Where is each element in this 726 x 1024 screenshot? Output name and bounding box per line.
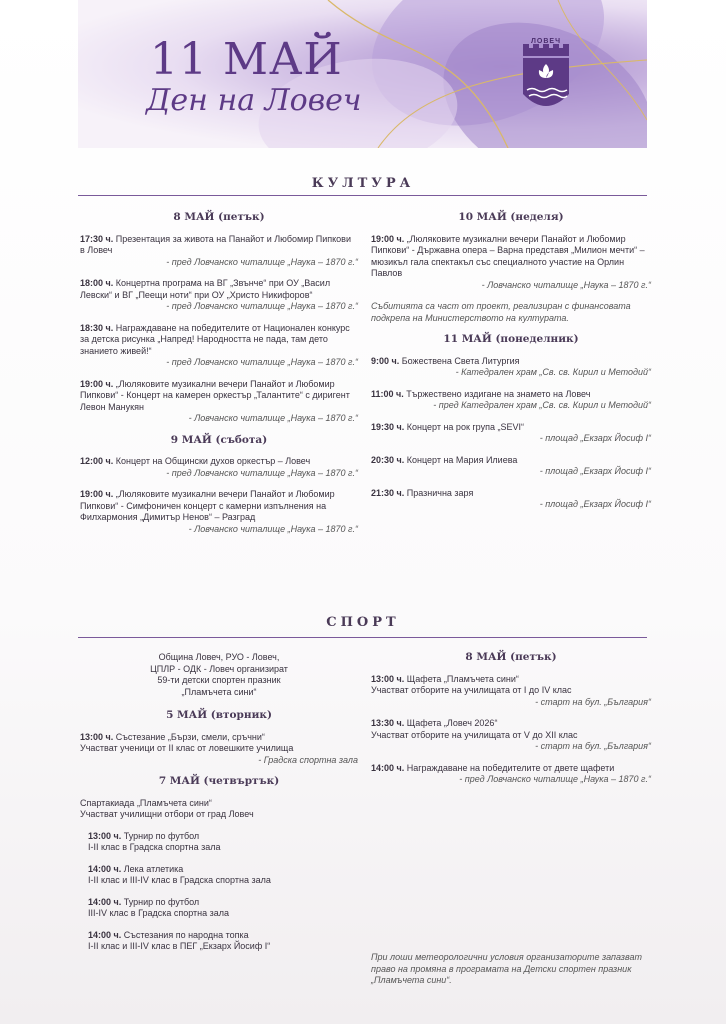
event-item: 12:00 ч. Концерт на Общински духов оркестър – Ловеч - пред Ловчанско читалище „Наука – 1870 г.“ — [80, 456, 358, 478]
event-item: 19:00 ч. „Люляковите музикални вечери Панайот и Любомир Пипкови“ - Концерт на камерен оркестър „Талантите“ с диригент Левон Манукян - Ловчанско читалище „Наука – 1870 г.“ — [80, 378, 358, 423]
event-description: I-II клас и III-IV клас в ПЕГ „Екзарх Йосиф I“ — [88, 941, 271, 951]
day-heading: 8 МАЙ (петък) — [465, 651, 557, 663]
event-venue: - Ловчанско читалище „Наука – 1870 г.“ — [188, 413, 358, 423]
event-venue: - площад „Екзарх Йосиф I“ — [539, 433, 651, 443]
sport-intro: Община Ловеч, РУО - Ловеч, ЦПЛР - ОДК - Ловеч организират 59-ти детски спортен празник „Пламъчета сини“ — [150, 652, 288, 697]
banner-subtitle: Ден на Ловеч — [146, 83, 362, 118]
event-item: 19:00 ч. „Люляковите музикални вечери Панайот и Любомир Пипкови“ - Симфоничен концерт с камерни изпълнения на Филхармония „Димитър Ненов“ – Разград - Ловчанско читалище „Наука – 1870 г.“ — [80, 489, 358, 534]
event-description: Участват отборите на училищата от I до IV клас — [371, 685, 572, 695]
event-description: I-II клас и III-IV клас в Градска спортна зала — [88, 875, 271, 885]
event-item: 14:00 ч. Състезания по народна топка I-II клас и III-IV клас в ПЕГ „Екзарх Йосиф I“ — [80, 930, 358, 953]
event-item: 14:00 ч. Турнир по футбол III-IV клас в Градска спортна зала — [80, 897, 358, 920]
event-venue: - Катедрален храм „Св. св. Кирил и Методий“ — [455, 367, 651, 377]
day-heading: 8 МАЙ (петък) — [173, 211, 265, 223]
funding-note: Събитията са част от проект, реализиран с финансовата подкрепа на Министерството на културата. — [371, 301, 631, 323]
day-heading: 5 МАЙ (вторник) — [166, 709, 272, 721]
event-venue: - площад „Екзарх Йосиф I“ — [539, 466, 651, 476]
event-item: 18:00 ч. Концертна програма на ВГ „Звънче“ при ОУ „Васил Левски“ и ВГ „Пеещи ноти“ при ОУ „Христо Никифоров“ - пред Ловчанско читалище „Наука – 1870 г.“ — [80, 278, 358, 311]
event-lead: Спартакиада „Пламъчета сини“ Участват училищни отбори от град Ловеч — [80, 797, 254, 819]
day-heading: 11 МАЙ (понеделник) — [443, 333, 579, 345]
event-description: III-IV клас в Градска спортна зала — [88, 908, 230, 918]
event-item: 19:00 ч. „Люляковите музикални вечери Панайот и Любомир Пипкови“ - Държавна опера – Варна представя „Милион мечти“ – мюзикъл гала спектакъл със специалното участие на Орлин Павлов - Ловчанско читалище „Наука – 1870 г.“ — [371, 233, 651, 290]
sport-heading: СПОРТ — [326, 615, 400, 630]
event-item: 13:00 ч. Щафета „Пламъчета сини“ Участват отборите на училищата от I до IV клас - старт на бул. „България“ — [371, 673, 651, 707]
event-description: I-II клас в Градска спортна зала — [88, 842, 221, 852]
event-item: 14:00 ч. Лека атлетика I-II клас и III-IV клас в Градска спортна зала — [80, 864, 358, 887]
event-item: 13:00 ч. Състезание „Бързи, смели, сръчни“ Участват ученици от II клас от ловешките училища - Градска спортна зала — [80, 731, 358, 765]
day-heading: 10 МАЙ (неделя) — [458, 211, 564, 223]
culture-left-column — [80, 212, 358, 545]
event-item: 17:30 ч. Презентация за живота на Панайот и Любомир Пипкови в Ловеч - пред Ловчанско читалище „Наука – 1870 г.“ — [80, 233, 358, 267]
event-venue: - старт на бул. „България“ — [535, 696, 651, 707]
event-venue: - Ловчанско читалище „Наука – 1870 г.“ — [188, 523, 358, 534]
event-venue: - пред Ловчанско читалище „Наука – 1870 г.“ — [166, 357, 358, 367]
crest-name: ЛОВЕЧ — [531, 38, 561, 45]
event-item: 13:00 ч. Турнир по футбол I-II клас в Градска спортна зала — [80, 831, 358, 854]
culture-right-column — [371, 212, 651, 521]
lovech-crest — [519, 38, 573, 120]
event-venue: - Градска спортна зала — [258, 754, 358, 765]
event-venue: - пред Ловчанско читалище „Наука – 1870 г.“ — [459, 774, 651, 784]
event-item: 20:30 ч. Концерт на Мария Илиева - площад „Екзарх Йосиф I“ — [371, 454, 651, 476]
event-venue: - старт на бул. „България“ — [535, 741, 651, 751]
header-banner — [78, 0, 647, 148]
event-venue: - площад „Екзарх Йосиф I“ — [539, 499, 651, 509]
event-venue: - пред Ловчанско читалище „Наука – 1870 г.“ — [166, 256, 358, 267]
event-venue: - пред Ловчанско читалище „Наука – 1870 г.“ — [166, 467, 358, 478]
event-item: 11:00 ч. Тържествено издигане на знамето на Ловеч - пред Катедрален храм „Св. св. Кирил и Методий“ — [371, 388, 651, 410]
event-item: 21:30 ч. Празнична заря - площад „Екзарх Йосиф I“ — [371, 487, 651, 509]
event-venue: - пред Ловчанско читалище „Наука – 1870 г.“ — [166, 301, 358, 311]
event-item: 13:30 ч. Щафета „Ловеч 2026“ Участват отборите на училищата от V до XII клас - старт на бул. „България“ — [371, 718, 651, 751]
day-heading: 7 МАЙ (четвъртък) — [158, 775, 280, 787]
event-description: Участват ученици от II клас от ловешките училища — [80, 743, 294, 753]
weather-note: При лоши метеорологични условия организаторите запазват право на промяна в програмата на Детски спортен празник „Пламъчета сини“. — [371, 952, 642, 985]
banner-title: 11 МАЙ — [150, 34, 343, 85]
event-description: Участват отборите на училищата от V до XII клас — [371, 729, 578, 740]
event-item: 18:30 ч. Награждаване на победителите от Национален конкурс за детска рисунка „Напред! Народността не пада, там дето знанието живей!“ - пред Ловчанско читалище „Наука – 1870 г.“ — [80, 322, 358, 367]
event-item: 9:00 ч. Божествена Света Литургия - Катедрален храм „Св. св. Кирил и Методий“ — [371, 355, 651, 377]
sport-right-column — [371, 652, 651, 796]
event-venue: - Ловчанско читалище „Наука – 1870 г.“ — [481, 279, 651, 290]
event-item: 14:00 ч. Награждаване на победителите от двете щафети - пред Ловчанско читалище „Наука – 1870 г.“ — [371, 762, 651, 784]
day-heading: 9 МАЙ (събота) — [170, 433, 268, 446]
sport-left-column — [80, 652, 358, 963]
coat-of-arms-icon — [519, 38, 573, 120]
culture-heading: КУЛТУРА — [311, 176, 415, 191]
sport-rule — [78, 637, 647, 638]
event-venue: - пред Катедрален храм „Св. св. Кирил и Методий“ — [433, 400, 651, 410]
culture-rule — [78, 195, 647, 196]
event-item: 19:30 ч. Концерт на рок група „SEVI“ - площад „Екзарх Йосиф I“ — [371, 421, 651, 443]
